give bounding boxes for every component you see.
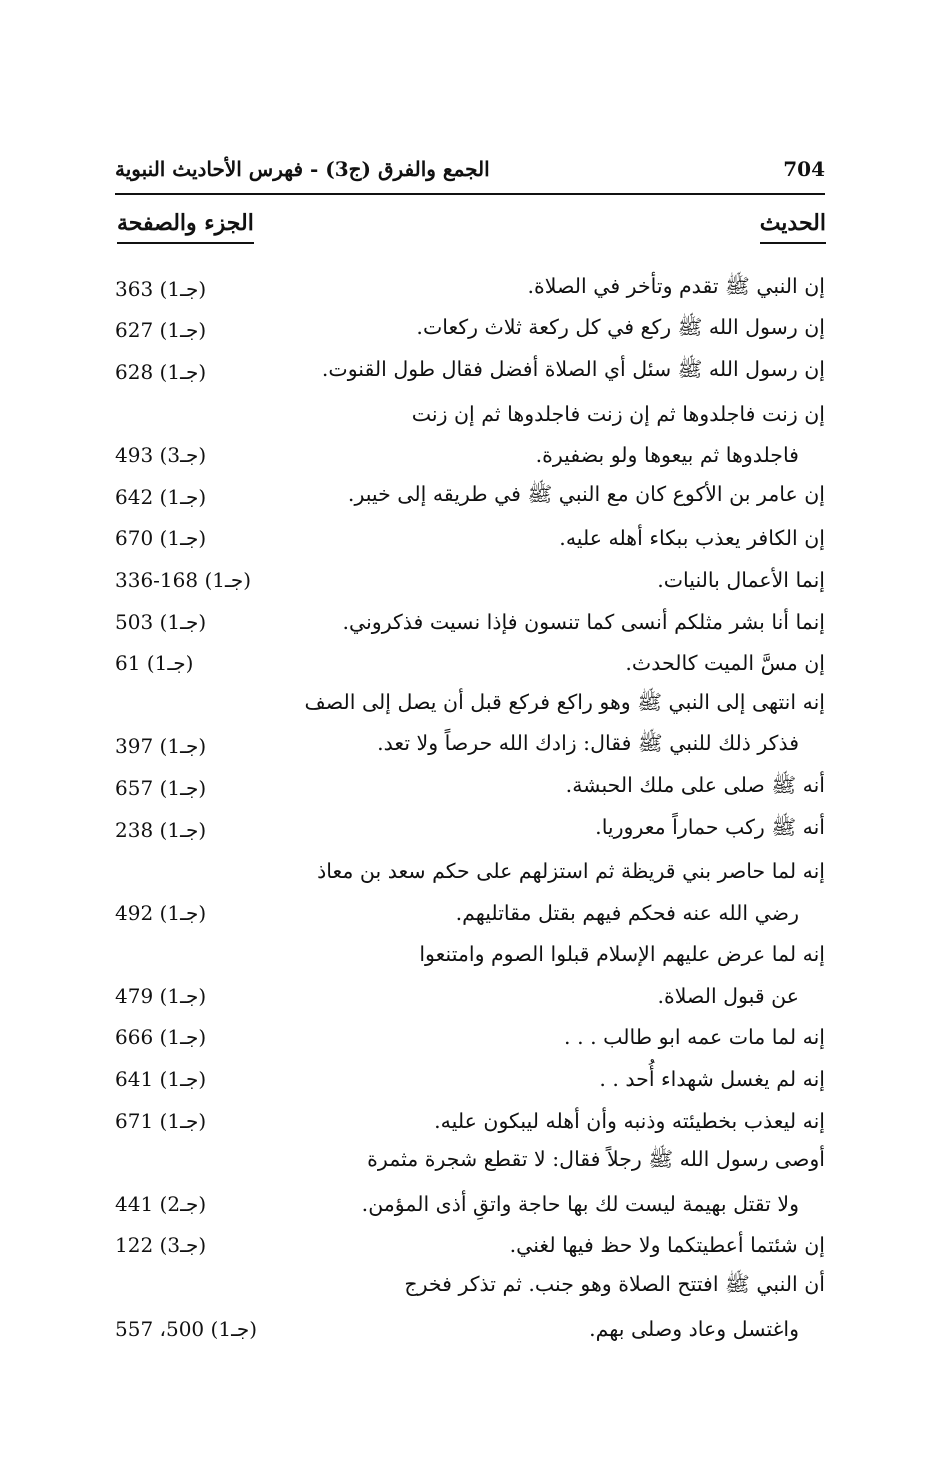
index-line (115, 268, 825, 310)
volume-page-ref: 336-168 (جـ1) (115, 567, 252, 592)
hadith-text: إن الكافر يعذب ببكاء أهله عليه. (559, 526, 825, 551)
index-line (115, 559, 825, 601)
running-head-title: الجمع والفرق (ج3) - فهرس الأحاديث النبوية (115, 157, 490, 181)
page-number: 704 (783, 157, 825, 181)
index-line (115, 1308, 825, 1350)
volume-page-ref: 641 (جـ1) (115, 1067, 207, 1092)
index-line (115, 684, 825, 726)
volume-page-ref: 61 (جـ1) (115, 651, 194, 676)
volume-page-ref: 670 (جـ1) (115, 526, 207, 551)
hadith-text: إنه لما عرض عليهم الإسلام قبلوا الصوم وامتنعوا (419, 942, 825, 967)
index-line (115, 850, 825, 892)
hadith-text: إن رسول الله ﷺ ركع في كل ركعة ثلاث ركعات. (416, 315, 825, 340)
volume-page-ref: 441 (جـ2) (115, 1191, 207, 1216)
running-head (115, 152, 825, 186)
hadith-text: إن رسول الله ﷺ سئل أي الصلاة أفضل فقال طول القنوت. (321, 356, 825, 381)
hadith-text: فاجلدوها ثم بيعوها ولو بضفيرة. (535, 443, 799, 468)
hadith-text: إنه ليعذب بخطيئته وذنبه وأن أهله ليبكون عليه. (434, 1108, 825, 1133)
volume-page-ref: 628 (جـ1) (115, 359, 207, 384)
column-header-hadith: الحديث (760, 210, 826, 244)
volume-page-ref: 666 (جـ1) (115, 1025, 207, 1050)
index-line (115, 892, 825, 934)
hadith-text: إن النبي ﷺ تقدم وتأخر في الصلاة. (527, 273, 825, 298)
volume-page-ref: 122 (جـ3) (115, 1233, 207, 1258)
volume-page-ref: 363 (جـ1) (115, 276, 207, 301)
volume-page-ref: 657 (جـ1) (115, 775, 207, 800)
index-line (115, 310, 825, 352)
hadith-text: إنه لما مات عمه ابو طالب . . . (564, 1025, 825, 1050)
index-line (115, 809, 825, 851)
index-line (115, 975, 825, 1017)
hadith-text: رضي الله عنه فحكم فيهم بقتل مقاتليهم. (455, 900, 799, 925)
index-line (115, 1100, 825, 1142)
volume-page-ref: 557 ،500 (جـ1) (115, 1316, 258, 1341)
hadith-text: إن زنت فاجلدوها ثم إن زنت فاجلدوها ثم إن زنت (411, 401, 825, 426)
index-line (115, 726, 825, 768)
index-line (115, 518, 825, 560)
hadith-text: إنما أنا بشر مثلكم أنسى كما تنسون فإذا نسيت فذكروني. (342, 609, 825, 634)
index-line (115, 476, 825, 518)
volume-page-ref: 627 (جـ1) (115, 318, 207, 343)
volume-page-ref: 238 (جـ1) (115, 817, 207, 842)
index-line (115, 1266, 825, 1308)
index-line (115, 601, 825, 643)
index-line (115, 1183, 825, 1225)
index-line (115, 1017, 825, 1059)
volume-page-ref: 503 (جـ1) (115, 609, 207, 634)
hadith-text: أوصى رسول الله ﷺ رجلاً فقال: لا تقطع شجرة مثمرة (367, 1147, 825, 1172)
index-line (115, 642, 825, 684)
index-line (115, 393, 825, 435)
hadith-text: عن قبول الصلاة. (657, 983, 799, 1008)
index-line (115, 434, 825, 476)
volume-page-ref: 493 (جـ3) (115, 443, 207, 468)
index-line (115, 351, 825, 393)
hadith-text: ولا تقتل بهيمة ليست لك بها حاجة واتقِ أذى المؤمن. (361, 1191, 799, 1216)
hadith-text: إن مسَّ الميت كالحدث. (625, 651, 825, 676)
hadith-text: أنه ﷺ ركب حماراً معروريا. (595, 814, 825, 839)
volume-page-ref: 397 (جـ1) (115, 734, 207, 759)
index-line (115, 1141, 825, 1183)
volume-page-ref: 671 (جـ1) (115, 1108, 207, 1133)
hadith-index-list (115, 268, 825, 1349)
hadith-text: أنه ﷺ صلى على ملك الحبشة. (565, 772, 825, 797)
index-line (115, 767, 825, 809)
index-line (115, 1225, 825, 1267)
hadith-text: إنما الأعمال بالنيات. (657, 567, 825, 592)
header-rule (115, 193, 825, 195)
hadith-text: إنه لم يغسل شهداء أُحد . . (599, 1067, 825, 1092)
hadith-text: فذكر ذلك للنبي ﷺ فقال: زادك الله حرصاً ولا تعد. (377, 731, 799, 756)
hadith-text: أن النبي ﷺ افتتح الصلاة وهو جنب. ثم تذكر فخرج (404, 1272, 825, 1297)
hadith-text: واغتسل وعاد وصلى بهم. (589, 1316, 799, 1341)
hadith-text: إن شئتما أعطيتكما ولا حظ فيها لغني. (509, 1233, 825, 1258)
hadith-text: إن عامر بن الأكوع كان مع النبي ﷺ في طريقه إلى خيبر. (347, 481, 825, 506)
index-line (115, 1058, 825, 1100)
volume-page-ref: 492 (جـ1) (115, 900, 207, 925)
volume-page-ref: 479 (جـ1) (115, 983, 207, 1008)
hadith-text: إنه انتهى إلى النبي ﷺ وهو راكع فركع قبل أن يصل إلى الصف (304, 689, 825, 714)
hadith-text: إنه لما حاصر بني قريظة ثم استزلهم على حكم سعد بن معاذ (317, 859, 825, 884)
column-header-volume-page: الجزء والصفحة (117, 210, 254, 244)
index-line (115, 934, 825, 976)
volume-page-ref: 642 (جـ1) (115, 484, 207, 509)
